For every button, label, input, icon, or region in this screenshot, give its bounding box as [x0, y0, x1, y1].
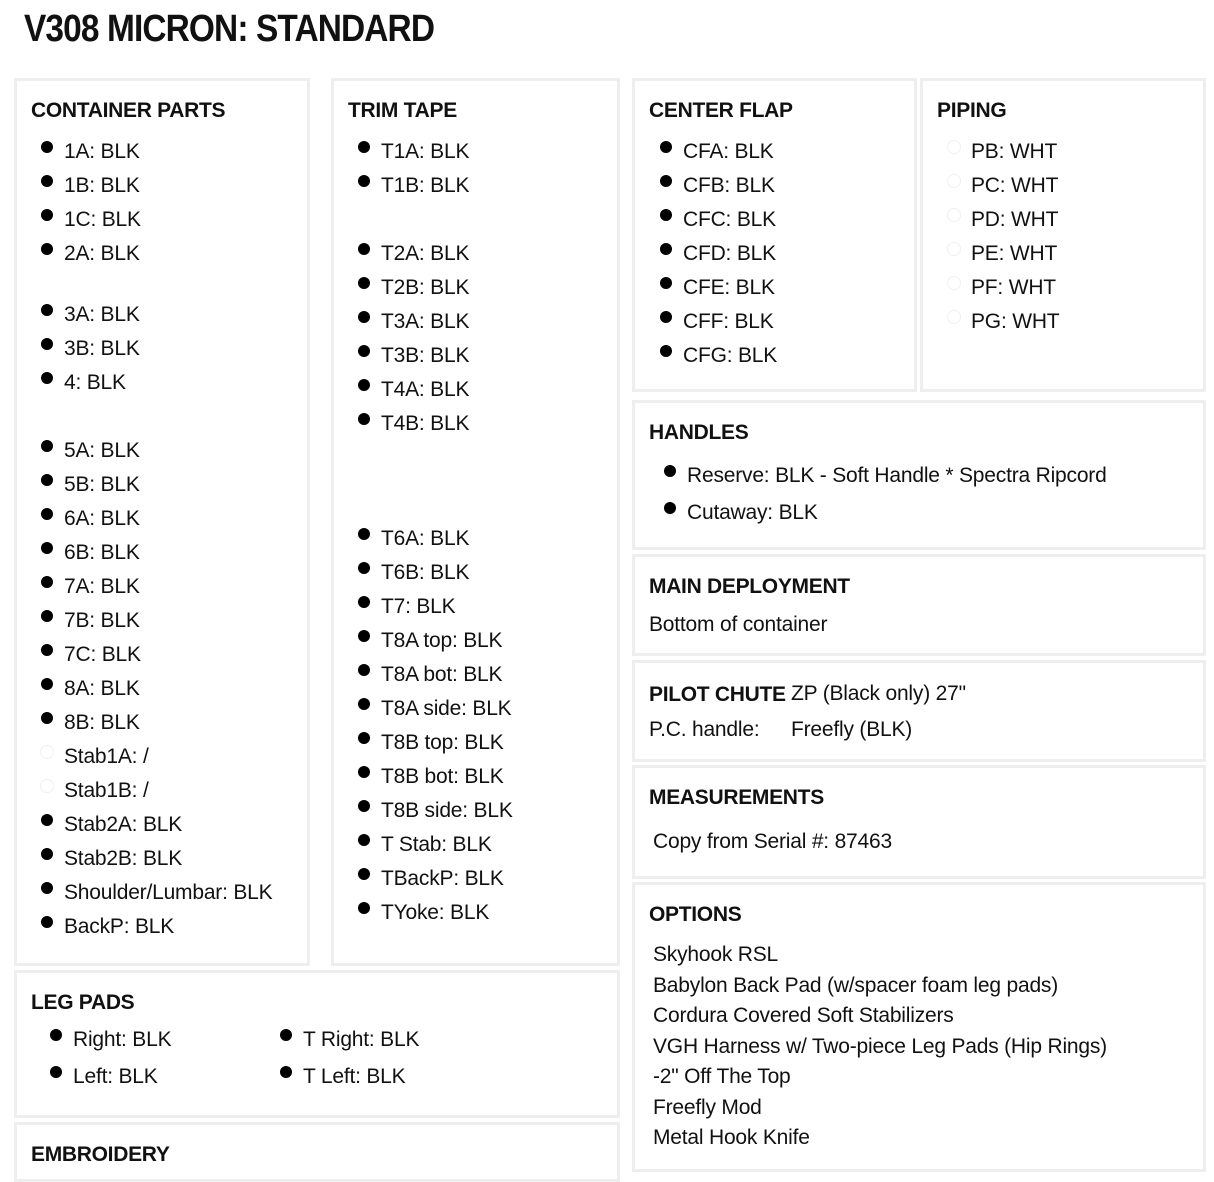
filled-bullet-icon — [280, 1029, 292, 1041]
handles-card — [632, 400, 1206, 550]
list-item — [381, 241, 469, 267]
filled-bullet-icon — [41, 542, 53, 554]
list-item-label: T8A top: BLK — [381, 629, 503, 652]
container-parts-card — [14, 78, 310, 966]
list-item-label: T7: BLK — [381, 595, 456, 618]
list-item — [381, 866, 504, 892]
list-item-label: 1C: BLK — [64, 208, 141, 231]
list-item — [64, 812, 182, 838]
list-item — [64, 370, 126, 396]
embroidery-title: EMBROIDERY — [31, 1143, 170, 1166]
empty-bullet-icon — [947, 174, 961, 188]
filled-bullet-icon — [660, 277, 672, 289]
list-item-label: Shoulder/Lumbar: BLK — [64, 881, 273, 904]
filled-bullet-icon — [41, 508, 53, 520]
list-item — [683, 241, 776, 267]
list-item — [381, 343, 469, 369]
main-deployment-card — [632, 554, 1206, 656]
list-item-label: Cutaway: BLK — [687, 501, 818, 524]
list-item — [381, 526, 469, 552]
list-item-label: Stab2B: BLK — [64, 847, 183, 870]
list-item-label: 6B: BLK — [64, 541, 140, 564]
piping-card — [920, 78, 1206, 392]
list-item-label: 7A: BLK — [64, 575, 140, 598]
list-item — [381, 662, 502, 688]
list-item-label: T8A bot: BLK — [381, 663, 503, 686]
list-item — [971, 173, 1058, 199]
filled-bullet-icon — [41, 474, 53, 486]
option-item: Metal Hook Knife — [653, 1126, 810, 1149]
empty-bullet-icon — [947, 140, 961, 154]
filled-bullet-icon — [41, 678, 53, 690]
list-item-label: CFB: BLK — [683, 174, 775, 197]
filled-bullet-icon — [358, 596, 370, 608]
empty-bullet-icon — [40, 745, 54, 759]
list-item-label: PC: WHT — [971, 174, 1059, 197]
list-item — [971, 275, 1056, 301]
list-item-label: TBackP: BLK — [381, 867, 504, 890]
filled-bullet-icon — [41, 814, 53, 826]
filled-bullet-icon — [41, 916, 53, 928]
list-item-label: T Left: BLK — [303, 1065, 406, 1088]
filled-bullet-icon — [41, 338, 53, 350]
list-item-label: CFG: BLK — [683, 344, 778, 367]
filled-bullet-icon — [41, 243, 53, 255]
list-item — [64, 139, 140, 165]
piping-title: PIPING — [937, 99, 1007, 122]
list-item — [683, 275, 775, 301]
filled-bullet-icon — [280, 1066, 292, 1078]
list-item — [381, 900, 489, 926]
list-item-label: 1A: BLK — [64, 140, 140, 163]
list-item — [303, 1027, 419, 1053]
pc-handle-label: P.C. handle: — [649, 718, 760, 741]
list-item-label: CFE: BLK — [683, 276, 775, 299]
filled-bullet-icon — [41, 610, 53, 622]
list-item-label: T3A: BLK — [381, 310, 470, 333]
list-item — [683, 207, 776, 233]
filled-bullet-icon — [41, 304, 53, 316]
list-item-label: 5B: BLK — [64, 473, 140, 496]
list-item-label: T2B: BLK — [381, 276, 470, 299]
list-item — [64, 574, 140, 600]
filled-bullet-icon — [358, 698, 370, 710]
list-item — [687, 500, 818, 526]
list-item-label: T6B: BLK — [381, 561, 470, 584]
list-item — [64, 846, 182, 872]
list-item — [683, 343, 777, 369]
leg-pads-title: LEG PADS — [31, 991, 135, 1014]
list-item-label: PF: WHT — [971, 276, 1056, 299]
filled-bullet-icon — [50, 1066, 62, 1078]
list-item-label: Stab1B: / — [64, 779, 149, 802]
list-item-label: PB: WHT — [971, 140, 1058, 163]
list-item-label: 3A: BLK — [64, 303, 140, 326]
list-item-label: CFA: BLK — [683, 140, 774, 163]
filled-bullet-icon — [358, 664, 370, 676]
options-card — [632, 882, 1206, 1172]
trim-tape-title: TRIM TAPE — [348, 99, 457, 122]
embroidery-card — [14, 1122, 620, 1182]
list-item — [381, 309, 469, 335]
list-item-label: T1B: BLK — [381, 174, 470, 197]
list-item-label: 4: BLK — [64, 371, 126, 394]
list-item-label: Stab2A: BLK — [64, 813, 183, 836]
page-title: V308 MICRON: STANDARD — [24, 8, 435, 50]
list-item — [64, 207, 141, 233]
list-item-label: T8B side: BLK — [381, 799, 513, 822]
list-item-label: CFC: BLK — [683, 208, 776, 231]
empty-bullet-icon — [947, 242, 961, 256]
list-item — [64, 710, 140, 736]
list-item — [971, 241, 1057, 267]
list-item-label: 5A: BLK — [64, 439, 140, 462]
list-item-label: Right: BLK — [73, 1028, 172, 1051]
list-item — [381, 173, 469, 199]
list-item — [381, 628, 502, 654]
list-item — [64, 336, 140, 362]
list-item — [381, 764, 504, 790]
filled-bullet-icon — [660, 243, 672, 255]
filled-bullet-icon — [41, 712, 53, 724]
filled-bullet-icon — [660, 175, 672, 187]
filled-bullet-icon — [41, 141, 53, 153]
filled-bullet-icon — [358, 902, 370, 914]
list-item-label: T8B bot: BLK — [381, 765, 504, 788]
empty-bullet-icon — [947, 276, 961, 290]
filled-bullet-icon — [358, 732, 370, 744]
leg-pads-card — [14, 970, 620, 1118]
list-item-label: Reserve: BLK - Soft Handle * Spectra Ripcord — [687, 464, 1107, 487]
list-item-label: T3B: BLK — [381, 344, 470, 367]
list-item — [64, 173, 140, 199]
filled-bullet-icon — [41, 576, 53, 588]
list-item — [381, 275, 469, 301]
list-item-label: 2A: BLK — [64, 242, 140, 265]
filled-bullet-icon — [660, 311, 672, 323]
filled-bullet-icon — [358, 413, 370, 425]
list-item-label: 8A: BLK — [64, 677, 140, 700]
list-item — [64, 506, 140, 532]
filled-bullet-icon — [41, 209, 53, 221]
filled-bullet-icon — [664, 502, 676, 514]
empty-bullet-icon — [947, 310, 961, 324]
filled-bullet-icon — [41, 440, 53, 452]
list-item-label: 3B: BLK — [64, 337, 140, 360]
list-item — [73, 1027, 171, 1053]
filled-bullet-icon — [358, 800, 370, 812]
list-item — [64, 914, 174, 940]
handles-title: HANDLES — [649, 421, 749, 444]
filled-bullet-icon — [358, 311, 370, 323]
filled-bullet-icon — [41, 882, 53, 894]
filled-bullet-icon — [358, 630, 370, 642]
list-item-label: Stab1A: / — [64, 745, 149, 768]
list-item-label: PE: WHT — [971, 242, 1058, 265]
filled-bullet-icon — [358, 834, 370, 846]
list-item-label: PG: WHT — [971, 310, 1060, 333]
pilot-chute-value: ZP (Black only) 27" — [791, 682, 966, 705]
list-item-label: T4A: BLK — [381, 378, 470, 401]
list-item — [971, 309, 1059, 335]
list-item — [381, 377, 469, 403]
list-item-label: Left: BLK — [73, 1065, 158, 1088]
filled-bullet-icon — [41, 372, 53, 384]
option-item: Cordura Covered Soft Stabilizers — [653, 1004, 954, 1027]
list-item — [381, 696, 511, 722]
list-item — [381, 832, 492, 858]
list-item — [73, 1064, 158, 1090]
list-item-label: T1A: BLK — [381, 140, 470, 163]
list-item — [64, 540, 140, 566]
filled-bullet-icon — [41, 848, 53, 860]
list-item-label: 1B: BLK — [64, 174, 140, 197]
list-item-label: TYoke: BLK — [381, 901, 490, 924]
list-item — [64, 608, 140, 634]
list-item — [64, 302, 140, 328]
option-item: VGH Harness w/ Two-piece Leg Pads (Hip Rings) — [653, 1034, 1107, 1058]
trim-tape-card — [331, 78, 620, 966]
list-item — [381, 798, 513, 824]
list-item — [64, 642, 141, 668]
filled-bullet-icon — [358, 175, 370, 187]
filled-bullet-icon — [358, 528, 370, 540]
option-item: Freefly Mod — [653, 1095, 762, 1119]
list-item-label: CFF: BLK — [683, 310, 774, 333]
list-item-label: PD: WHT — [971, 208, 1059, 231]
filled-bullet-icon — [664, 465, 676, 477]
pc-handle-value: Freefly (BLK) — [791, 718, 913, 741]
list-item — [971, 139, 1057, 165]
option-item: -2" Off The Top — [653, 1065, 791, 1088]
option-item: Skyhook RSL — [653, 943, 779, 966]
filled-bullet-icon — [660, 345, 672, 357]
filled-bullet-icon — [41, 175, 53, 187]
list-item — [64, 241, 140, 267]
list-item-label: 8B: BLK — [64, 711, 140, 734]
measurements-card — [632, 765, 1206, 879]
list-item-label: 7B: BLK — [64, 609, 140, 632]
list-item — [64, 676, 140, 702]
empty-bullet-icon — [947, 208, 961, 222]
filled-bullet-icon — [358, 868, 370, 880]
filled-bullet-icon — [358, 562, 370, 574]
list-item-label: T6A: BLK — [381, 527, 470, 550]
filled-bullet-icon — [358, 345, 370, 357]
filled-bullet-icon — [358, 141, 370, 153]
list-item-label: T Right: BLK — [303, 1028, 420, 1051]
list-item — [64, 472, 140, 498]
list-item-label: T Stab: BLK — [381, 833, 492, 856]
list-item — [381, 139, 469, 165]
list-item-label: 6A: BLK — [64, 507, 140, 530]
list-item-label: 7C: BLK — [64, 643, 141, 666]
list-item — [687, 463, 1107, 489]
empty-bullet-icon — [40, 779, 54, 793]
list-item — [381, 594, 455, 620]
list-item-label: T4B: BLK — [381, 412, 470, 435]
list-item — [64, 744, 149, 770]
container-parts-title: CONTAINER PARTS — [31, 99, 226, 122]
list-item — [64, 438, 140, 464]
list-item-label: CFD: BLK — [683, 242, 776, 265]
list-item — [381, 411, 469, 437]
option-item: Babylon Back Pad (w/spacer foam leg pads) — [653, 973, 1059, 997]
filled-bullet-icon — [358, 766, 370, 778]
list-item — [381, 730, 504, 756]
main-deployment-value: Bottom of container — [649, 613, 828, 636]
filled-bullet-icon — [660, 209, 672, 221]
main-deployment-title: MAIN DEPLOYMENT — [649, 575, 850, 598]
list-item — [381, 560, 469, 586]
list-item — [971, 207, 1058, 233]
filled-bullet-icon — [358, 379, 370, 391]
list-item — [683, 139, 774, 165]
filled-bullet-icon — [41, 644, 53, 656]
list-item — [64, 880, 272, 906]
list-item-label: T2A: BLK — [381, 242, 470, 265]
list-item — [64, 778, 149, 804]
measurements-value: Copy from Serial #: 87463 — [653, 830, 892, 853]
filled-bullet-icon — [50, 1029, 62, 1041]
filled-bullet-icon — [358, 277, 370, 289]
list-item — [303, 1064, 405, 1090]
pilot-chute-card — [632, 660, 1206, 762]
measurements-title: MEASUREMENTS — [649, 786, 824, 809]
center-flap-title: CENTER FLAP — [649, 99, 793, 122]
pilot-chute-title: PILOT CHUTE — [649, 683, 786, 706]
list-item — [683, 309, 774, 335]
list-item — [683, 173, 775, 199]
filled-bullet-icon — [660, 141, 672, 153]
list-item-label: BackP: BLK — [64, 915, 175, 938]
center-flap-card — [632, 78, 917, 392]
list-item-label: T8B top: BLK — [381, 731, 504, 754]
options-title: OPTIONS — [649, 903, 742, 926]
filled-bullet-icon — [358, 243, 370, 255]
list-item-label: T8A side: BLK — [381, 697, 512, 720]
